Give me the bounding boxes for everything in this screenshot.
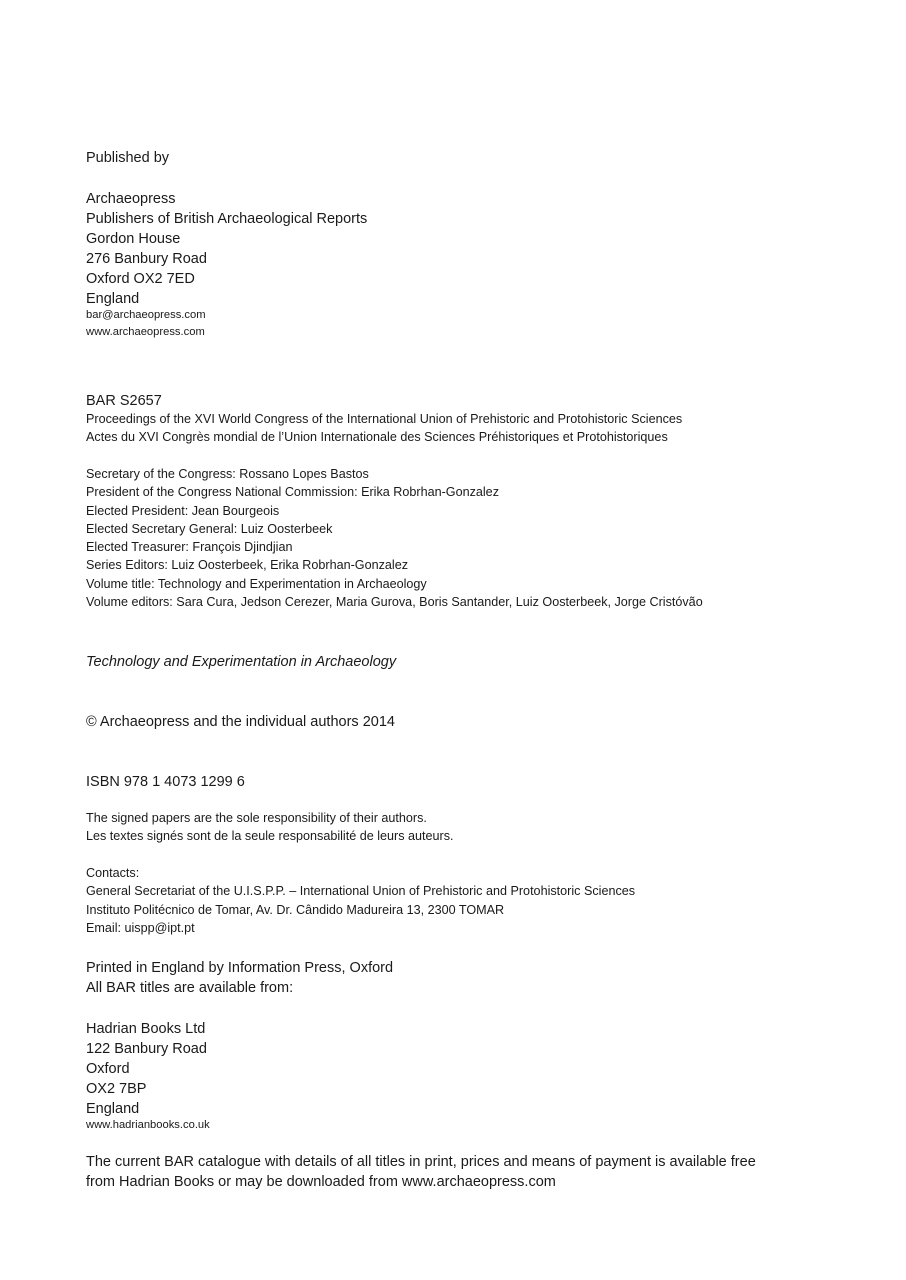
credit-treasurer: Elected Treasurer: François Djindjian — [86, 540, 293, 555]
publisher-country: England — [86, 291, 140, 307]
publisher-address — [86, 189, 367, 309]
series-titles — [86, 410, 682, 447]
catalogue-note-line-1: The current BAR catalogue with details of all titles in print, prices and means of payment is available free — [86, 1154, 756, 1170]
publisher-description: Publishers of British Archaeological Reports — [86, 211, 368, 227]
series-title-english: Proceedings of the XVI World Congress of the International Union of Prehistoric and Protohistoric Sciences — [86, 412, 683, 426]
credit-volume-editors: Volume editors: Sara Cura, Jedson Cerezer, Maria Gurova, Boris Santander, Luiz Oosterbeek, Jorge Cristóvão — [86, 595, 703, 610]
series-code-block — [86, 391, 162, 411]
contacts-secretariat: General Secretariat of the U.I.S.P.P. – International Union of Prehistoric and Protohistoric Sciences — [86, 884, 636, 899]
distributor-name: Hadrian Books Ltd — [86, 1021, 206, 1037]
distributor-postcode: OX2 7BP — [86, 1081, 147, 1097]
contacts-address: Instituto Politécnico de Tomar, Av. Dr. Cândido Madureira 13, 2300 TOMAR — [86, 902, 505, 917]
distributor-website: www.hadrianbooks.co.uk — [86, 1119, 210, 1131]
series-code: BAR S2657 — [86, 393, 162, 409]
distributor-city: Oxford — [86, 1061, 130, 1077]
credit-commission-president: President of the Congress National Commission: Erika Robrhan-Gonzalez — [86, 485, 499, 500]
distributor-street: 122 Banbury Road — [86, 1041, 207, 1057]
distributor-address — [86, 1019, 207, 1119]
distributor-country: England — [86, 1101, 140, 1117]
distributor-website-block — [86, 1117, 210, 1134]
credit-secretary: Secretary of the Congress: Rossano Lopes Bastos — [86, 467, 369, 481]
credit-volume-title: Volume title: Technology and Experimentation in Archaeology — [86, 576, 427, 591]
printer-info: Printed in England by Information Press, Oxford — [86, 960, 394, 976]
isbn: ISBN 978 1 4073 1299 6 — [86, 774, 245, 790]
credit-secretary-general: Elected Secretary General: Luiz Oosterbeek — [86, 521, 333, 536]
copyright-notice: © Archaeopress and the individual authors 2014 — [86, 714, 395, 730]
catalogue-note-line-2: from Hadrian Books or may be downloaded from www.archaeopress.com — [86, 1174, 556, 1190]
responsibility-english: The signed papers are the sole responsibility of their authors. — [86, 811, 427, 825]
responsibility-block — [86, 809, 454, 846]
imprint-page — [86, 0, 866, 1280]
book-title: Technology and Experimentation in Archaeology — [86, 654, 397, 670]
publisher-contact — [86, 307, 206, 341]
book-title-block — [86, 652, 396, 672]
published-by-text: Published by — [86, 150, 170, 166]
publisher-city: Oxford OX2 7ED — [86, 271, 195, 287]
publisher-email: bar@archaeopress.com — [86, 309, 206, 321]
contacts-email: Email: uispp@ipt.pt — [86, 920, 195, 935]
publisher-building: Gordon House — [86, 231, 181, 247]
credits-list — [86, 465, 703, 611]
publisher-street: 276 Banbury Road — [86, 251, 207, 267]
responsibility-french: Les textes signés sont de la seule responsabilité de leurs auteurs. — [86, 829, 454, 844]
credit-series-editors: Series Editors: Luiz Oosterbeek, Erika Robrhan-Gonzalez — [86, 558, 408, 573]
catalogue-note-block — [86, 1152, 756, 1192]
contacts-block — [86, 864, 635, 937]
publisher-website: www.archaeopress.com — [86, 326, 205, 338]
credit-elected-president: Elected President: Jean Bourgeois — [86, 503, 280, 518]
publisher-name: Archaeopress — [86, 191, 176, 207]
published-by-label — [86, 148, 169, 168]
isbn-block — [86, 772, 245, 792]
contacts-heading: Contacts: — [86, 866, 140, 880]
series-title-french: Actes du XVI Congrès mondial de l’Union Internationale des Sciences Préhistoriques et Protohistoriques — [86, 430, 668, 445]
printing-block — [86, 958, 393, 998]
copyright-block — [86, 712, 395, 732]
availability-note: All BAR titles are available from: — [86, 980, 294, 996]
